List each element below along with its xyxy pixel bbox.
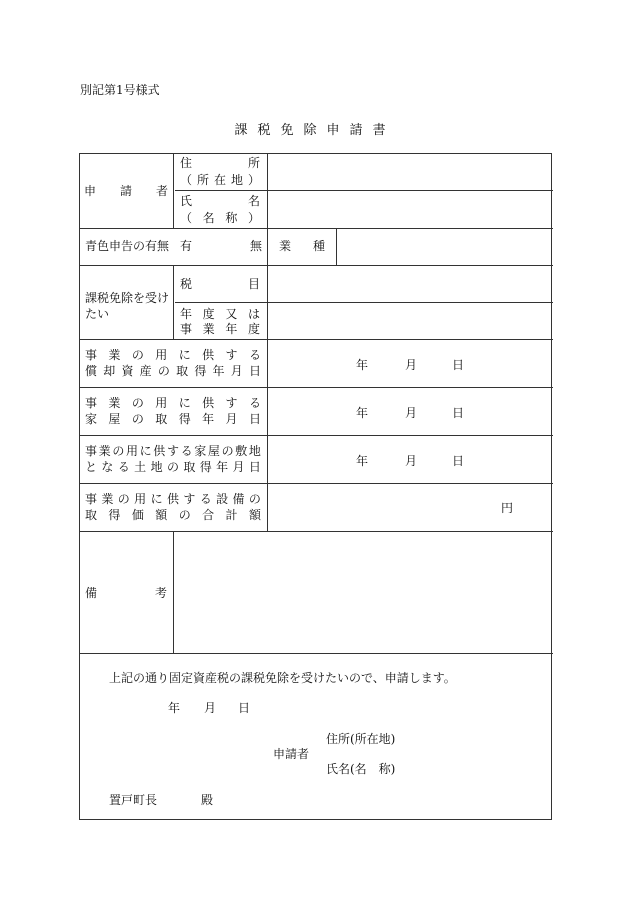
addressee: 置戸町長: [109, 793, 158, 807]
declaration-day: 日: [238, 701, 251, 715]
column-divider: [173, 154, 174, 228]
row-divider: [80, 265, 553, 266]
column-divider: [173, 531, 174, 653]
blue-return-label: 青色申告の有無: [85, 239, 170, 253]
exemption-label-line2: たい: [85, 307, 110, 321]
address-sub-label: （ 所 在 地 ）: [180, 173, 260, 187]
date-day: 日: [452, 406, 465, 420]
declaration-statement: 上記の通り固定資産税の課税免除を受けたいので、申請します。: [109, 671, 456, 685]
row-divider: [80, 228, 553, 229]
date-year: 年: [356, 454, 369, 468]
land-label-line1: 事 業 の 用 に 供 す る 家 屋 の 敷 地: [85, 444, 261, 458]
date-month: 月: [405, 358, 418, 372]
date-day: 日: [452, 454, 465, 468]
depreciable-label-line1: 事 業 の 用 に 供 す る: [85, 348, 261, 362]
application-form-table: [79, 153, 552, 820]
equipment-label-line2: 取 得 価 額 の 合 計 額: [85, 508, 261, 522]
column-divider: [173, 265, 174, 339]
address-label: 住 所: [180, 156, 260, 170]
remarks-label: 備 考: [85, 586, 167, 600]
equipment-label-line1: 事 業 の 用 に 供 す る 設 備 の: [85, 492, 261, 506]
exemption-label-line1: 課税免除を受け: [85, 291, 170, 305]
date-year: 年: [356, 358, 369, 372]
applicant-label: 申 請 者: [84, 184, 168, 198]
row-divider: [80, 339, 553, 340]
row-divider: [80, 387, 553, 388]
date-month: 月: [405, 406, 418, 420]
name-sub-label: （ 名 称 ）: [180, 211, 260, 225]
land-label-line2: と な る 土 地 の 取 得 年 月 日: [85, 460, 261, 474]
tax-item-label: 税 目: [180, 277, 260, 291]
yen-unit: 円: [501, 501, 514, 515]
row-divider: [175, 190, 553, 191]
date-month: 月: [405, 454, 418, 468]
declaration-name-label: 氏名(名 称): [326, 762, 396, 776]
blue-return-has: 有: [180, 239, 193, 253]
row-divider: [80, 435, 553, 436]
building-label-line2: 家 屋 の 取 得 年 月 日: [85, 412, 261, 426]
declaration-applicant-label: 申請者: [273, 747, 310, 761]
blue-return-none: 無: [250, 239, 263, 253]
declaration-year: 年: [168, 701, 181, 715]
business-type-label: 業 種: [279, 239, 325, 253]
row-divider: [80, 531, 553, 532]
year-label-line1: 年 度 又 は: [180, 307, 260, 321]
form-number: 別記第1号様式: [80, 83, 160, 97]
row-divider: [80, 653, 553, 654]
honorific: 殿: [201, 793, 214, 807]
date-day: 日: [452, 358, 465, 372]
row-divider: [80, 483, 553, 484]
column-divider: [336, 228, 337, 265]
date-year: 年: [356, 406, 369, 420]
declaration-address-label: 住所(所在地): [326, 732, 396, 746]
depreciable-label-line2: 償 却 資 産 の 取 得 年 月 日: [85, 364, 261, 378]
year-label-line2: 事 業 年 度: [180, 322, 260, 336]
declaration-month: 月: [204, 701, 217, 715]
column-divider: [267, 154, 268, 531]
row-divider: [175, 302, 553, 303]
name-label: 氏 名: [180, 194, 260, 208]
form-title: 課税免除申請書: [234, 123, 396, 138]
building-label-line1: 事 業 の 用 に 供 す る: [85, 396, 261, 410]
